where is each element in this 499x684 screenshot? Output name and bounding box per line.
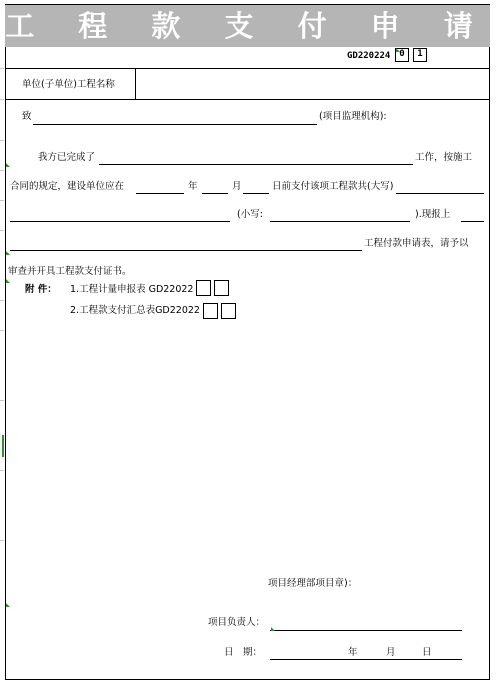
attachment-2-box-2[interactable] bbox=[221, 303, 236, 319]
attachment-2: 2.工程款支付汇总表GD22022 bbox=[70, 305, 200, 316]
amount-upper-blank-2[interactable] bbox=[10, 221, 230, 222]
row-tick bbox=[0, 470, 4, 471]
contract-label: 合同的规定，建设单位应在 bbox=[10, 181, 125, 192]
doc-code: GD220224 bbox=[347, 51, 391, 61]
request-label: 工程付款申请表，请予以 bbox=[364, 238, 469, 249]
form-sheet bbox=[5, 4, 490, 680]
month-blank[interactable] bbox=[202, 193, 228, 194]
amount-upper-blank[interactable] bbox=[396, 193, 484, 194]
project-name-field[interactable] bbox=[140, 72, 485, 96]
year-blank[interactable] bbox=[136, 193, 184, 194]
row-tick bbox=[0, 400, 4, 401]
date-day: 日 bbox=[422, 647, 432, 658]
cell-divider bbox=[135, 68, 136, 99]
review-label: 审查并开具工程款支付证书。 bbox=[8, 266, 132, 277]
date-month: 月 bbox=[386, 647, 396, 658]
date-blank[interactable] bbox=[270, 659, 462, 660]
supervisor-label: (项目监理机构): bbox=[319, 111, 387, 122]
cell-marker bbox=[6, 603, 10, 607]
code-box-2[interactable]: 1 bbox=[413, 48, 427, 62]
form-title: 工 程 款 支 付 申 请 表 bbox=[5, 9, 490, 85]
report-label: ).现报上 bbox=[415, 209, 451, 220]
amount-lower-blank[interactable] bbox=[270, 221, 410, 222]
request-blank[interactable] bbox=[10, 250, 362, 251]
attachment-1-box-1[interactable] bbox=[196, 280, 211, 296]
date-label: 日 期： bbox=[224, 647, 263, 658]
code-box-1[interactable]: 0 bbox=[395, 48, 409, 62]
report-blank[interactable] bbox=[461, 221, 484, 222]
pay-label: 日前支付该项工程款共(大写) bbox=[272, 181, 394, 192]
attachment-1-box-2[interactable] bbox=[214, 280, 229, 296]
row-tick bbox=[0, 230, 4, 231]
row-tick bbox=[0, 200, 4, 201]
completed-label: 我方已完成了 bbox=[38, 152, 96, 163]
work-label: 工作，按施工 bbox=[415, 152, 473, 163]
row-tick bbox=[0, 68, 4, 69]
cell-marker bbox=[6, 279, 10, 283]
cell-marker bbox=[396, 48, 400, 52]
selection-indicator bbox=[2, 435, 4, 457]
row-divider bbox=[5, 99, 490, 100]
row-tick bbox=[0, 300, 4, 301]
small-write-label: (小写: bbox=[237, 209, 263, 220]
year-label: 年 bbox=[188, 181, 198, 192]
work-blank[interactable] bbox=[99, 164, 413, 165]
row-tick bbox=[0, 99, 4, 100]
cell-marker bbox=[6, 251, 10, 255]
attachment-2-box-1[interactable] bbox=[203, 303, 218, 319]
attachment-1: 1.工程计量申报表 GD22022 bbox=[70, 284, 194, 295]
row-tick bbox=[0, 330, 4, 331]
to-label: 致 bbox=[22, 111, 32, 122]
date-year: 年 bbox=[348, 647, 358, 658]
attachment-label: 附 件： bbox=[25, 284, 57, 295]
leader-blank[interactable] bbox=[270, 630, 462, 631]
cell-marker bbox=[271, 627, 275, 631]
row-divider bbox=[5, 68, 490, 69]
row-tick bbox=[0, 170, 4, 171]
row-tick bbox=[0, 140, 4, 141]
cell-marker bbox=[6, 163, 10, 167]
leader-label: 项目负责人： bbox=[208, 617, 266, 628]
supervisor-blank[interactable] bbox=[33, 124, 317, 125]
project-name-label: 单位(子单位)工程名称 bbox=[22, 79, 115, 90]
row-tick bbox=[0, 540, 4, 541]
seal-label: 项目经理部项目章)： bbox=[268, 578, 358, 589]
day-blank[interactable] bbox=[243, 193, 269, 194]
month-label: 月 bbox=[232, 181, 242, 192]
